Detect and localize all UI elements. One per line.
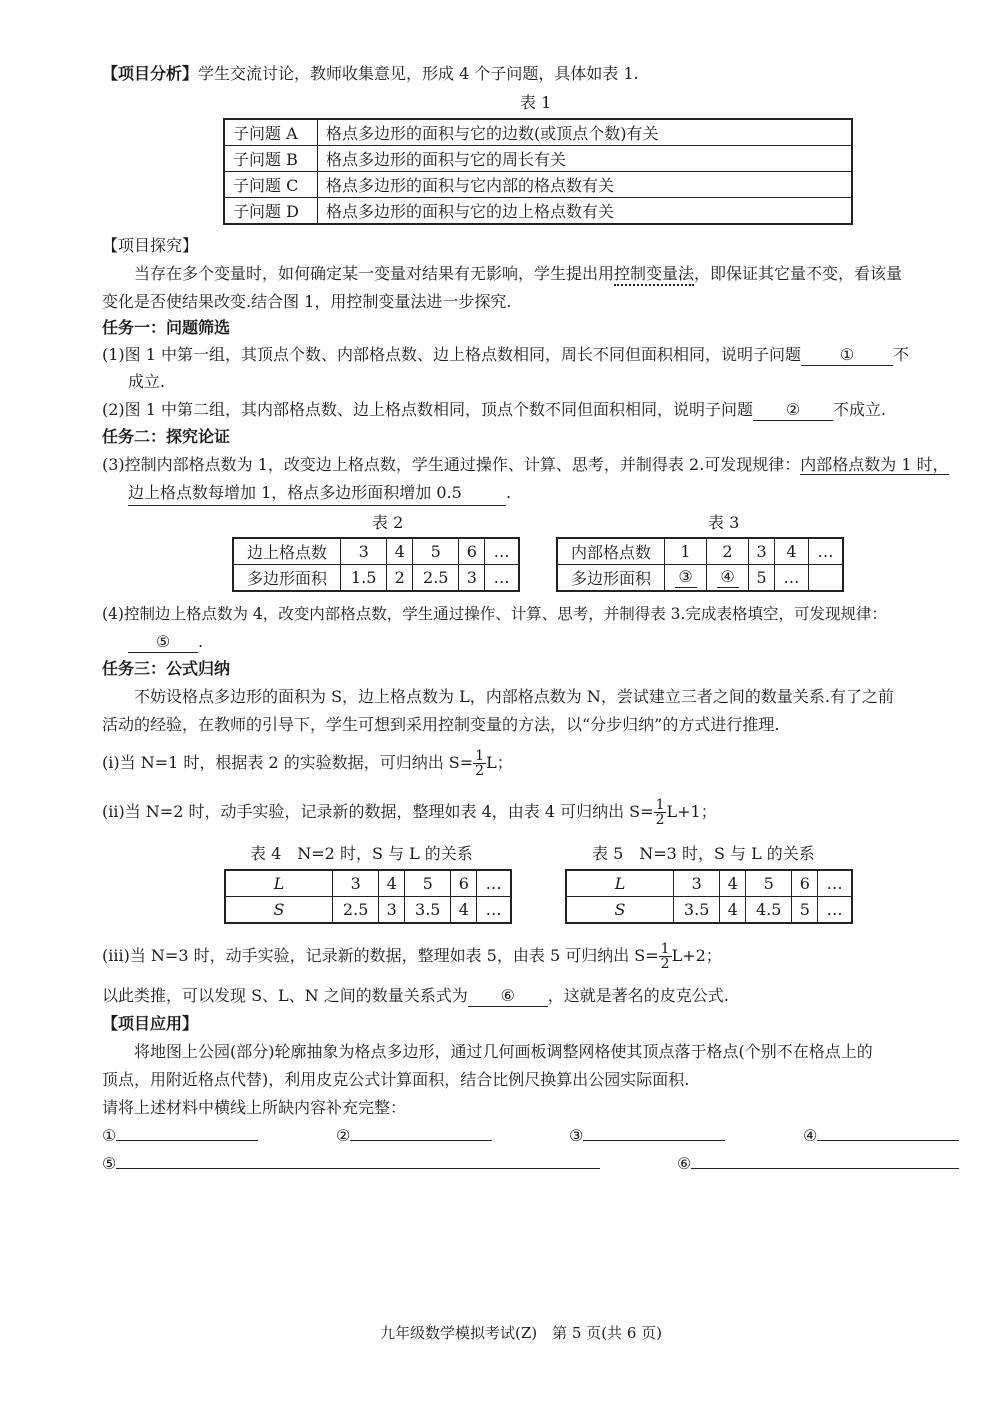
table-cell [665,565,707,592]
task1-q1-cont: 成立. [128,372,166,391]
task2-q4 [102,602,887,626]
fraction-half [654,798,667,827]
table-cell: 3 [333,870,379,897]
table3 [556,537,844,592]
answer-line-6[interactable] [677,1150,959,1173]
table-cell: 边上格点数 [233,538,341,565]
task3-ii [102,798,717,827]
table-cell: 4 [775,538,809,565]
task2-q4-cont [128,630,203,654]
table-cell: 格点多边形的面积与它内部的格点数有关 [318,172,853,198]
table-cell: … [818,897,852,924]
task3-p2: 活动的经验，在教师的引导下，学生可想到采用控制变量的方法，以“分步归纳”的方式进行推理. [102,715,780,734]
table-row [233,538,519,565]
answer-label: ⑤ [102,1154,117,1173]
ii-text: (ii)当 N=2 时，动手实验，记录新的数据，整理如表 4，由表 4 可归纳出 S= [102,802,654,821]
explore-tag: 【项目探究】 [102,236,199,255]
table1 [223,118,853,225]
ii-tail: L+1； [666,802,717,821]
table-row [557,565,843,592]
frac-den: 2 [655,812,665,828]
table-cell: … [775,565,809,592]
table-cell: 2 [387,565,413,592]
explore-p1-b: ，即保证其它量不变，看该量 [694,264,903,283]
table-cell: 1 [665,538,707,565]
table-row [224,146,852,172]
i-text: (i)当 N=1 时，根据表 2 的实验数据，可归纳出 S= [102,753,474,772]
table-cell: 6 [451,870,477,897]
application-instruction: 请将上述材料中横线上所缺内容补充完整： [102,1098,407,1117]
application-p2: 顶点，用附近格点代替)，利用皮克公式计算面积，结合比例尺换算出公园实际面积. [102,1070,690,1089]
table-cell: 6 [792,870,818,897]
task3-p1: 不妨设格点多边形的面积为 S，边上格点数为 L，内部格点数为 N，尝试建立三者之间的数量关系.有了之前 [134,687,894,706]
answer-blank[interactable] [116,1122,258,1141]
task2-q3 [102,453,949,477]
table-cell: 4 [720,897,746,924]
table-cell: 3.5 [674,897,720,924]
frac-num: 1 [655,797,665,813]
task1-title: 任务一：问题筛选 [102,318,231,337]
i-tail: L； [486,753,513,772]
table-cell [707,565,749,592]
table-row [233,565,519,592]
table-cell: 4 [451,897,477,924]
table-cell: 6 [459,538,485,565]
task3-iii [102,942,722,971]
table-cell: 内部格点数 [557,538,665,565]
table3-caption: 表 3 [708,513,740,532]
task3-i [102,749,513,778]
answer-line-1[interactable] [102,1122,258,1145]
application-tag: 【项目应用】 [102,1014,199,1033]
table-cell: 4.5 [746,897,792,924]
table-cell: L [566,870,674,897]
table-cell: 3 [674,870,720,897]
table-cell: 格点多边形的面积与它的边上格点数有关 [318,198,853,225]
blank-3: ③ [675,567,697,588]
blank-1: ① [801,345,893,366]
table4 [224,869,512,924]
task1-q1 [102,343,909,367]
table-row [224,172,852,198]
q3-end: . [506,483,512,502]
table-cell: … [485,538,519,565]
iii-text: (iii)当 N=3 时，动手实验，记录新的数据，整理如表 5，由表 5 可归纳出 S= [102,946,659,965]
table-cell: 5 [746,870,792,897]
q3-text: (3)控制内部格点数为 1，改变边上格点数，学生通过操作、计算、思考，并制得表 2.可发现规律： [102,455,801,474]
task3-conclusion [102,984,729,1008]
table5-caption: 表 5 N=3 时，S 与 L 的关系 [592,844,815,863]
table-cell: 3 [459,565,485,592]
answer-line-2[interactable] [336,1122,492,1145]
table-cell: … [485,565,519,592]
table-row [224,119,852,146]
table4-caption: 表 4 N=2 时，S 与 L 的关系 [250,844,473,863]
task1-q2 [102,398,886,422]
table-cell: S [225,897,333,924]
answer-blank[interactable] [350,1122,492,1141]
dotted-term: 控制变量法 [614,264,694,286]
table5 [565,869,853,924]
q2-tail: 不成立. [833,400,887,419]
answer-line-3[interactable] [569,1122,725,1145]
explore-p1 [134,262,902,286]
answer-line-4[interactable] [803,1122,959,1145]
table-cell: … [477,897,511,924]
table-cell: 格点多边形的面积与它的边数(或顶点个数)有关 [318,119,853,146]
analysis-line [102,62,639,86]
explore-p2: 变化是否使结果改变.结合图 1，用控制变量法进一步探究. [102,292,512,311]
table-row [557,538,843,565]
answer-label: ④ [803,1126,818,1145]
analysis-tag: 【项目分析】 [102,64,199,83]
answer-blank[interactable] [116,1150,600,1169]
answer-label: ① [102,1126,117,1145]
task2-q3-cont [128,481,511,506]
answer-label: ② [336,1126,351,1145]
answer-blank[interactable] [583,1122,725,1141]
table-cell: 2.5 [413,565,459,592]
blank-5: ⑤ [128,632,198,653]
q2-text: (2)图 1 中第二组，其内部格点数、边上格点数相同，顶点个数不同但面积相同，说明子问题 [102,400,754,419]
task2-title: 任务二：探究论证 [102,427,231,446]
table-cell: 3 [749,538,775,565]
q4-end: . [198,632,204,651]
frac-num: 1 [660,941,670,957]
conclusion-text: 以此类推，可以发现 S、L、N 之间的数量关系式为 [102,986,468,1005]
table-row [225,870,511,897]
table-cell: 5 [405,870,451,897]
table-cell: 子问题 C [224,172,318,198]
table-cell: … [818,870,852,897]
table1-caption: 表 1 [520,93,552,112]
table-row [566,870,852,897]
table-cell: 4 [379,870,405,897]
task3-title: 任务三：公式归纳 [102,659,231,678]
conclusion-tail: ，这就是著名的皮克公式. [547,986,729,1005]
blank-2: ② [753,400,833,421]
q3-answer-2: 边上格点数每增加 1，格点多边形面积增加 0.5 [128,481,506,506]
blank-6: ⑥ [468,986,548,1007]
table-cell: 3 [341,538,387,565]
table-cell: 子问题 B [224,146,318,172]
table-cell: … [477,870,511,897]
frac-den: 2 [660,956,670,972]
table-cell: 5 [749,565,775,592]
table2 [232,537,520,592]
explore-p1-a: 当存在多个变量时，如何确定某一变量对结果有无影响，学生提出用 [134,264,615,283]
answer-label: ③ [569,1126,584,1145]
table-row [225,897,511,924]
table-cell: 多边形面积 [557,565,665,592]
table-cell: 4 [387,538,413,565]
table-cell: L [225,870,333,897]
fraction-half [659,942,672,971]
page-footer: 九年级数学模拟考试(Z) 第 5 页(共 6 页) [380,1324,662,1342]
table-cell: 子问题 D [224,198,318,225]
answer-label: ⑥ [677,1154,692,1173]
table-cell: 4 [720,870,746,897]
iii-tail: L+2； [671,946,722,965]
q1-text: (1)图 1 中第一组，其顶点个数、内部格点数、边上格点数相同，周长不同但面积相同，说明子问题 [102,345,802,364]
table-cell: … [808,538,843,565]
table-row [224,198,852,225]
answer-line-5[interactable] [102,1150,600,1173]
table2-caption: 表 2 [372,513,404,532]
table-cell: 3.5 [405,897,451,924]
table-cell: 1.5 [341,565,387,592]
q4-text: (4)控制边上格点数为 4，改变内部格点数，学生通过操作、计算、思考，并制得表 3.完成表格填空，可发现规律： [102,605,887,623]
frac-den: 2 [475,763,485,779]
blank-4: ④ [717,567,739,588]
answer-blank[interactable] [817,1122,959,1141]
answer-blank[interactable] [691,1150,959,1169]
table-cell: 格点多边形的面积与它的周长有关 [318,146,853,172]
table-cell: 5 [413,538,459,565]
analysis-text: 学生交流讨论，教师收集意见，形成 4 个子问题，具体如表 1. [198,64,639,83]
q1-tail: 不 [893,345,910,364]
frac-num: 1 [475,748,485,764]
q3-answer-1: 内部格点数为 1 时， [800,455,949,474]
table-cell: 2 [707,538,749,565]
application-p1: 将地图上公园(部分)轮廓抽象为格点多边形，通过几何画板调整网格使其顶点落于格点(个别不在格点上的 [134,1042,873,1061]
fraction-half [473,749,486,778]
table-row [566,897,852,924]
table-cell: 2.5 [333,897,379,924]
table-cell: 3 [379,897,405,924]
table-cell: 子问题 A [224,119,318,146]
table-cell: 多边形面积 [233,565,341,592]
table-cell: 5 [792,897,818,924]
table-cell: S [566,897,674,924]
